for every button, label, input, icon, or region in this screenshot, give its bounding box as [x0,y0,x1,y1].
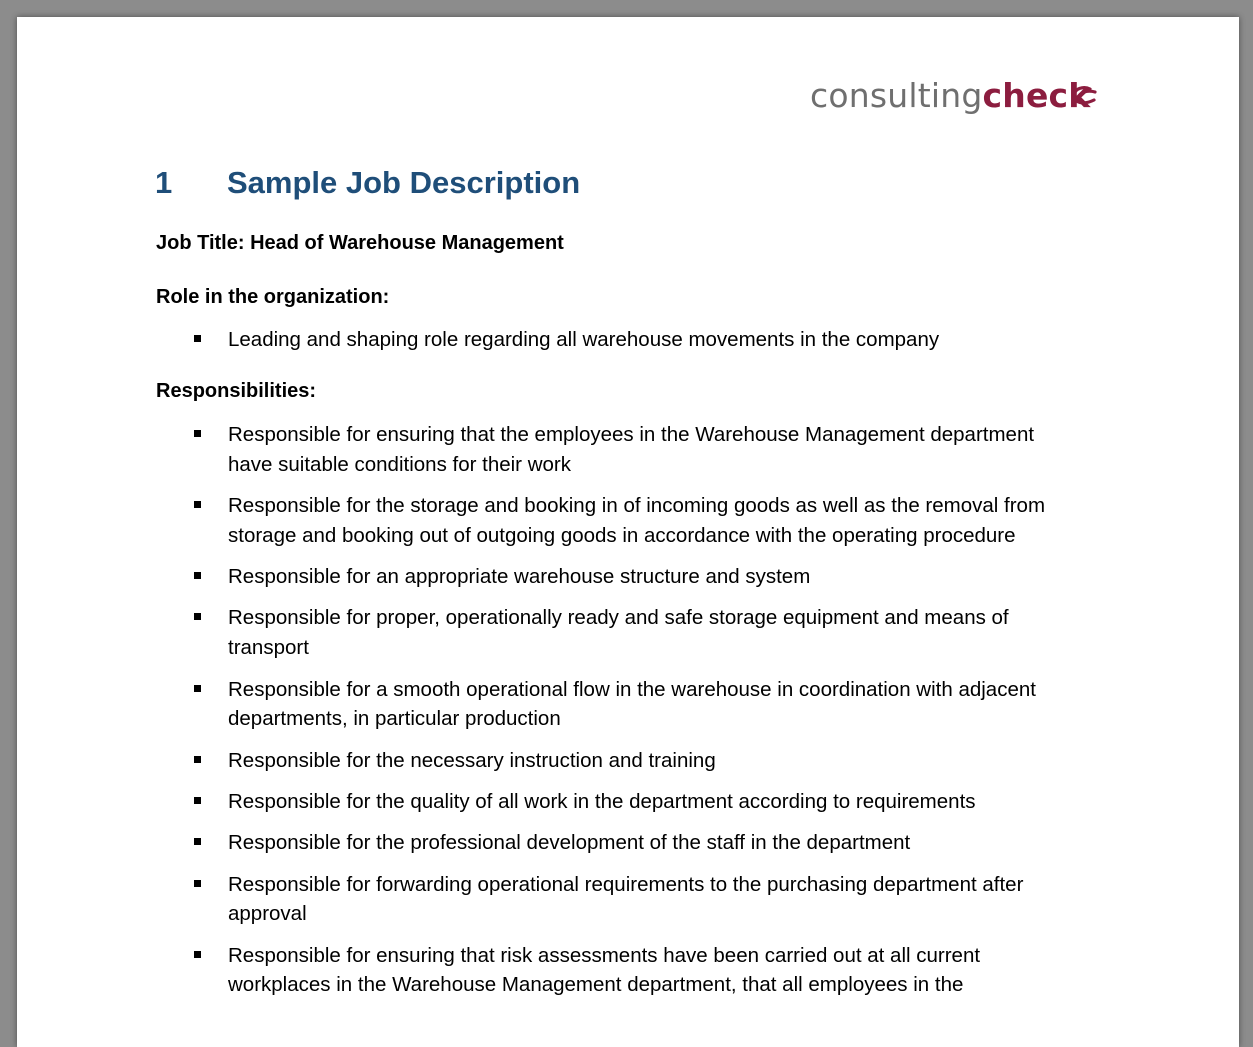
list-item-text: Responsible for a smooth operational flow in the warehouse in coordination with adjacent departments, in particular production [228,677,1036,731]
logo-text-consulting: consulting [810,76,983,115]
list-item-text: Responsible for ensuring that risk assessments have been carried out at all current workplaces in the Warehouse Management department, that all employees in the [228,943,981,997]
section-title: Sample Job Description [227,165,581,200]
role-list [156,325,1076,366]
bullet-square-icon [194,880,201,887]
list-item [156,603,1076,663]
section-number: 1 [155,165,173,200]
bullet-square-icon [194,335,201,342]
list-item [156,941,1076,1001]
list-item [156,420,1076,480]
list-item [156,787,1076,817]
responsibilities-label: Responsibilities: [156,380,317,402]
list-item [156,675,1076,735]
section-heading [155,165,580,201]
bullet-square-icon [194,838,201,845]
bullet-square-icon [194,572,201,579]
bullet-square-icon [194,797,201,804]
list-item-text: Leading and shaping role regarding all warehouse movements in the company [228,328,940,351]
bullet-square-icon [194,613,201,620]
bullet-square-icon [194,685,201,692]
list-item-text: Responsible for proper, operationally ready and safe storage equipment and means of transport [228,606,1009,660]
document-page [17,17,1239,1047]
consultingcheck-logo [810,76,1091,115]
bullet-square-icon [194,951,201,958]
role-label: Role in the organization: [156,286,390,308]
bullet-square-icon [194,430,201,437]
list-item [156,746,1076,776]
responsibilities-list [156,420,1076,1012]
bullet-square-icon [194,756,201,763]
list-item-text: Responsible for the necessary instruction and training [228,748,716,772]
bullet-square-icon [194,501,201,508]
list-item [156,870,1076,930]
list-item [156,325,1076,355]
list-item-text: Responsible for forwarding operational requirements to the purchasing department after approval [228,872,1024,926]
list-item [156,491,1076,551]
check-swoosh-icon [1068,85,1098,107]
list-item-text: Responsible for the storage and booking in of incoming goods as well as the removal from storage and booking out of outgoing goods in accordance with the operating procedure [228,494,1046,547]
list-item [156,562,1076,592]
job-title-line: Job Title: Head of Warehouse Management [156,232,564,254]
list-item-text: Responsible for an appropriate warehouse structure and system [228,565,811,589]
list-item-text: Responsible for ensuring that the employees in the Warehouse Management department have suitable conditions for their work [228,423,1035,476]
logo-text-check: check [982,76,1091,115]
list-item-text: Responsible for the quality of all work in the department according to requirements [228,789,976,813]
list-item-text: Responsible for the professional development of the staff in the department [228,831,911,855]
list-item [156,828,1076,858]
